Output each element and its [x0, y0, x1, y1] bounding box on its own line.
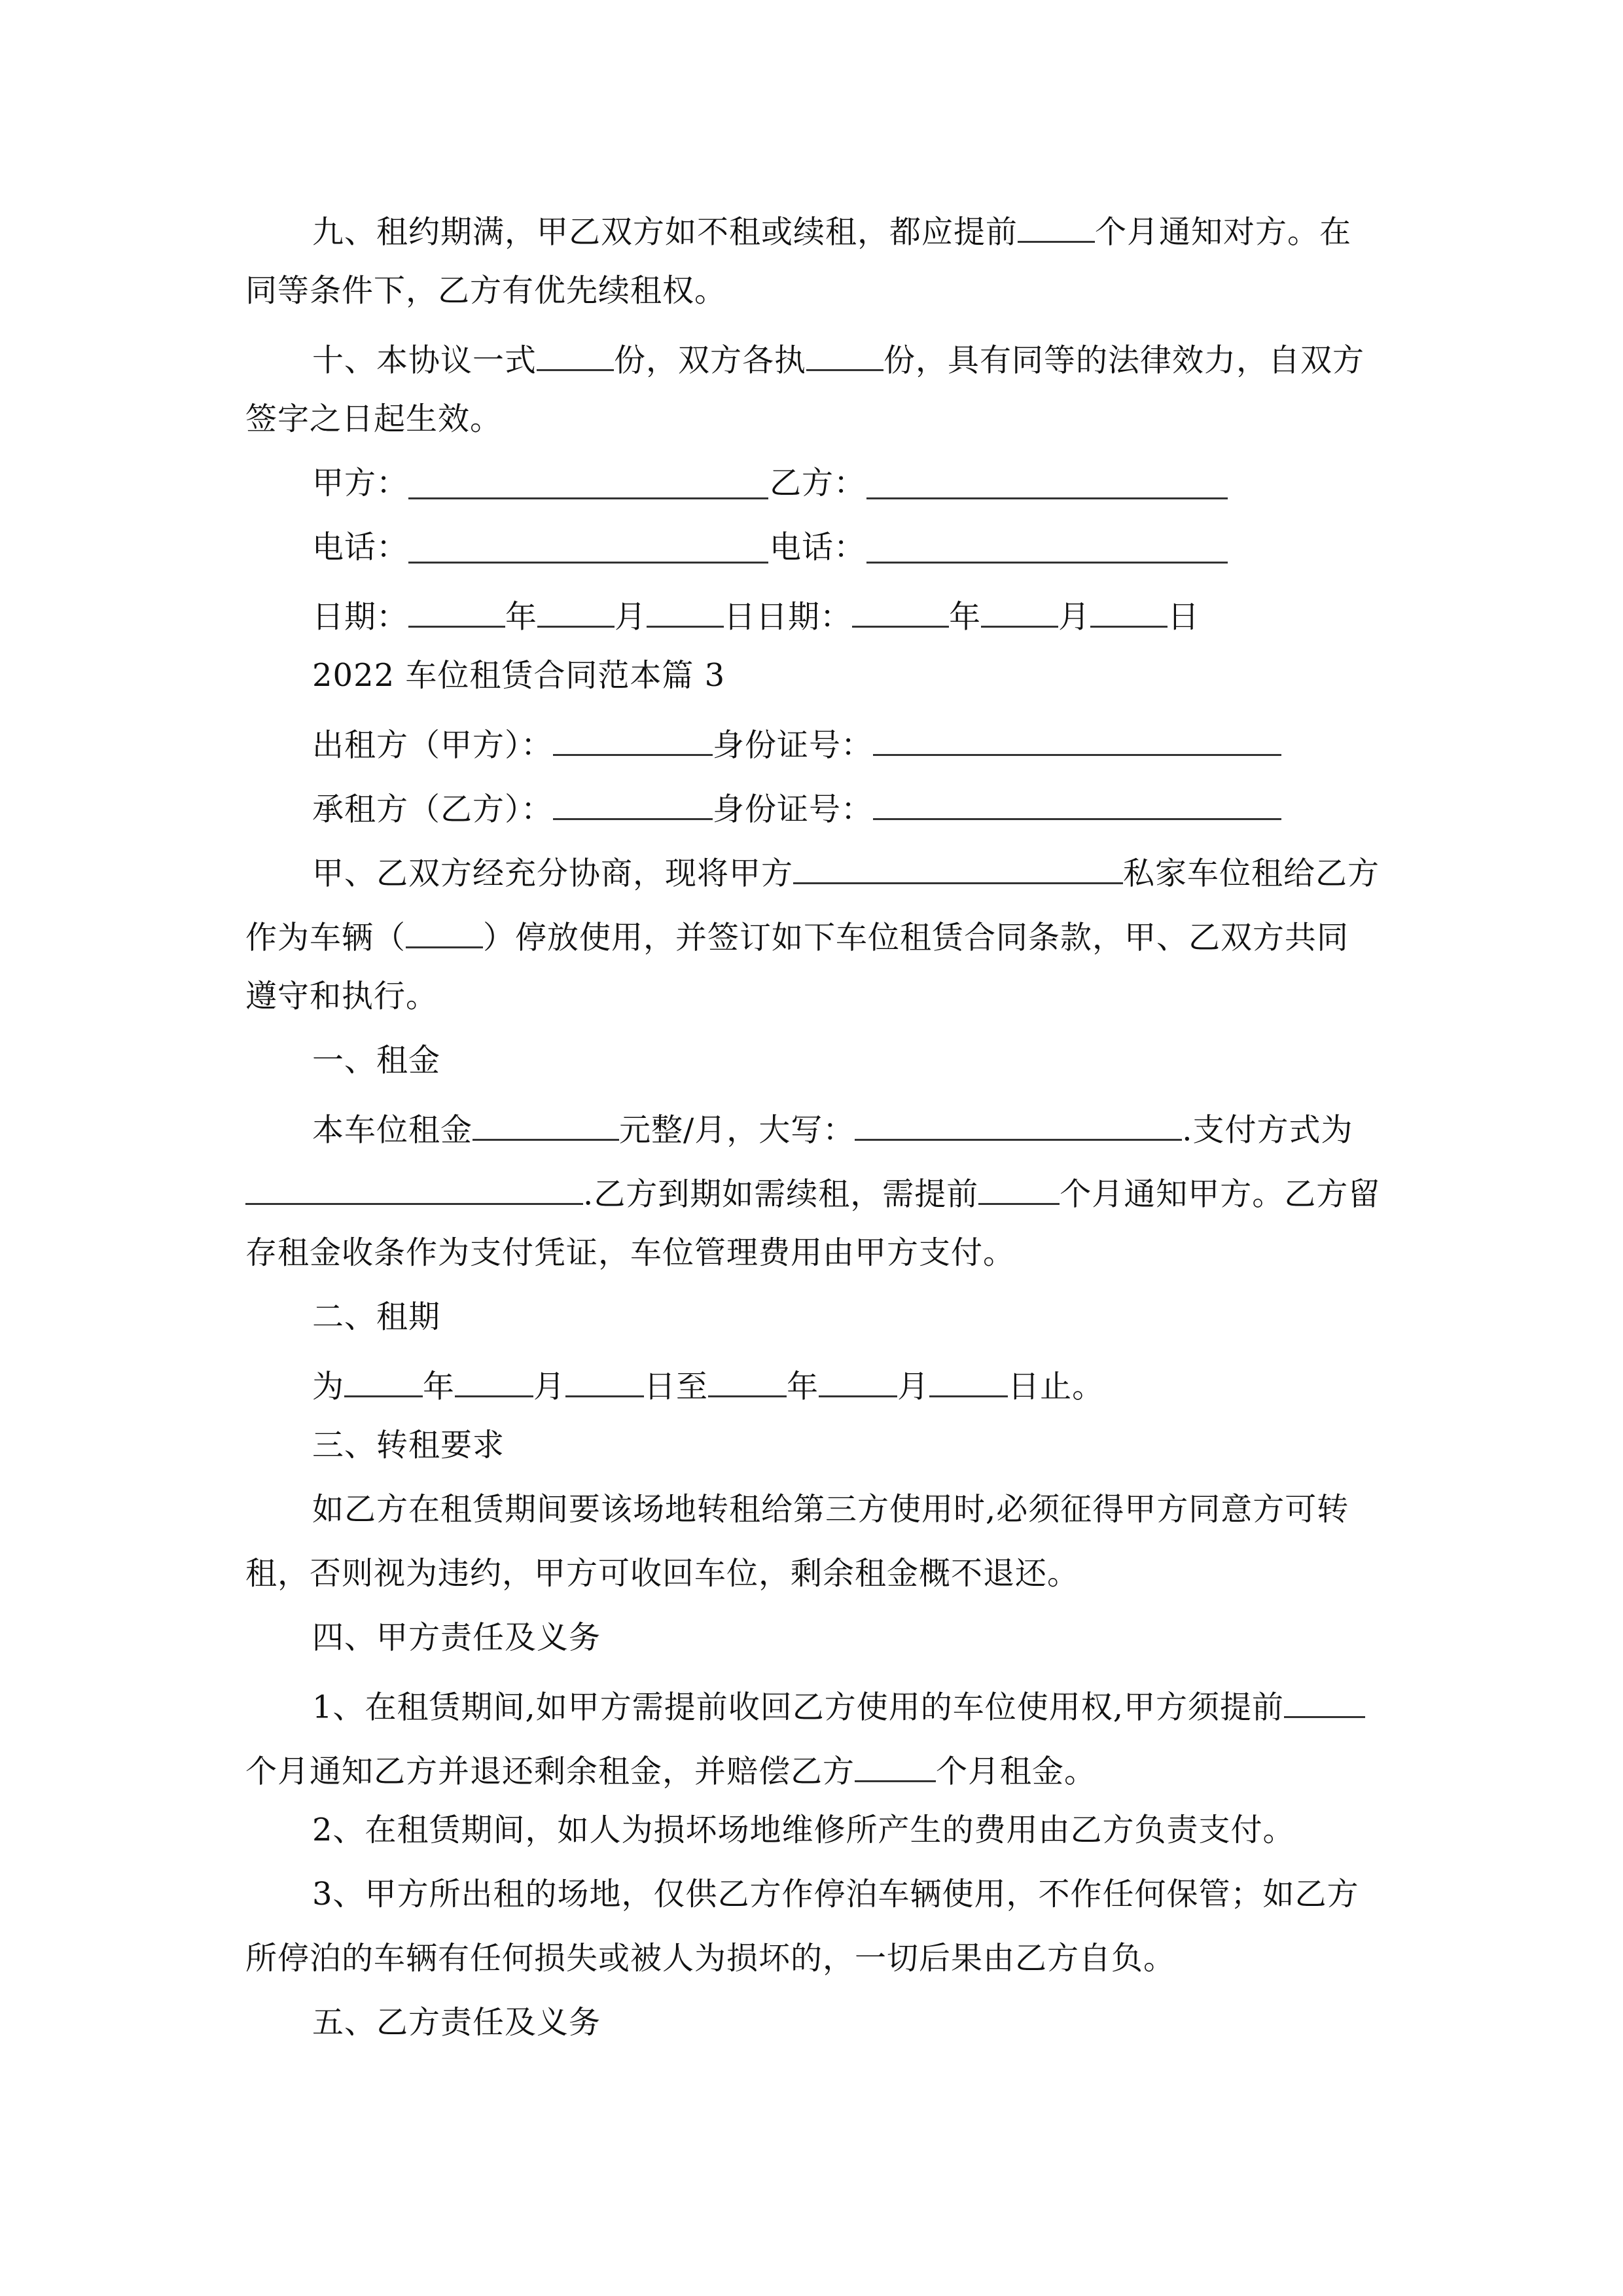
blank-field	[981, 596, 1058, 628]
section-2-title: 二、租期	[312, 1299, 441, 1335]
blank-field	[537, 339, 614, 371]
clause-10-line-1: 十、本协议一式 份，双方各执 份，具有同等的法律效力，自双方	[312, 339, 1364, 376]
party-a-blank	[408, 467, 768, 499]
blank-field	[708, 1365, 787, 1397]
s4-item3-line-1: 3、甲方所出租的场地，仅供乙方作停泊车辆使用，不作任何保管；如乙方	[312, 1876, 1359, 1912]
s4-item2: 2、在租赁期间，如人为损坏场地维修所产生的费用由乙方负责支付。	[312, 1812, 1295, 1848]
signature-date-row: 日期： 年 月 日日期： 年 月 日	[312, 596, 1200, 633]
signature-party-b: 乙方：	[770, 465, 866, 501]
lessee-line: 承租方（乙方）： 身份证号：	[312, 788, 1281, 825]
signature-phone-a: 电话：	[312, 529, 409, 565]
blank-field	[793, 852, 1123, 884]
blank-field	[819, 1365, 897, 1397]
signature-phone-b: 电话：	[770, 529, 866, 565]
blank-field	[978, 1173, 1060, 1205]
blank-field	[537, 596, 615, 628]
blank-field	[455, 1365, 533, 1397]
term-line: 为 年 月 日至 年 月 日止。	[312, 1365, 1104, 1403]
intro-line-3: 遵守和执行。	[245, 978, 438, 1014]
blank-field	[553, 724, 713, 756]
section-heading: 2022 车位租赁合同范本篇 3	[312, 657, 726, 694]
blank-field	[473, 1109, 619, 1141]
section-4-title: 四、甲方责任及义务	[312, 1619, 601, 1656]
rent-line-3: 存租金收条作为支付凭证，车位管理费用由甲方支付。	[245, 1234, 1016, 1271]
rent-line-1: 本车位租金 元整/月，大写： .支付方式为	[312, 1109, 1353, 1146]
section-5-title: 五、乙方责任及义务	[312, 2004, 601, 2041]
blank-field	[408, 596, 505, 628]
phone-b-blank	[866, 531, 1228, 564]
clause-9-line-2: 同等条件下，乙方有优先续租权。	[245, 272, 727, 309]
blank-field	[647, 596, 724, 628]
clause-10-line-2: 签字之日起生效。	[245, 401, 503, 437]
s4-item1-line-2: 个月通知乙方并退还剩余租金，并赔偿乙方 个月租金。	[245, 1750, 1096, 1787]
intro-line-2: 作为车辆（ ）停放使用，并签订如下车位租赁合同条款，甲、乙双方共同	[245, 916, 1349, 954]
signature-party-a: 甲方：	[312, 465, 409, 501]
blank-field	[1018, 211, 1095, 243]
s4-item3-line-2: 所停泊的车辆有任何损失或被人为损坏的，一切后果由乙方自负。	[245, 1940, 1176, 1977]
lessor-line: 出租方（甲方）： 身份证号：	[312, 724, 1281, 761]
intro-line-1: 甲、乙双方经充分协商，现将甲方 私家车位租给乙方	[312, 852, 1380, 889]
blank-field	[565, 1365, 644, 1397]
sublet-line-1: 如乙方在租赁期间要该场地转租给第三方使用时,必须征得甲方同意方可转	[312, 1491, 1349, 1528]
blank-field	[406, 916, 483, 948]
blank-field	[344, 1365, 423, 1397]
party-b-blank	[866, 467, 1228, 499]
blank-field	[873, 724, 1281, 756]
blank-field	[553, 788, 713, 820]
blank-field	[855, 1750, 936, 1782]
section-1-title: 一、租金	[312, 1042, 441, 1079]
blank-field	[852, 596, 949, 628]
rent-line-2: .乙方到期如需续租，需提前 个月通知甲方。乙方留	[245, 1173, 1380, 1210]
blank-field	[1090, 596, 1168, 628]
blank-field	[929, 1365, 1008, 1397]
sublet-line-2: 租，否则视为违约，甲方可收回车位，剩余租金概不退还。	[245, 1555, 1080, 1592]
section-3-title: 三、转租要求	[312, 1427, 505, 1463]
blank-field	[855, 1109, 1182, 1141]
s4-item1-line-1: 1、在租赁期间,如甲方需提前收回乙方使用的车位使用权,甲方须提前	[312, 1686, 1365, 1723]
blank-field	[873, 788, 1281, 820]
blank-field	[245, 1173, 583, 1205]
clause-9-line-1: 九、租约期满，甲乙双方如不租或续租，都应提前 个月通知对方。在	[312, 211, 1351, 248]
phone-a-blank	[408, 531, 768, 564]
blank-field	[806, 339, 883, 371]
blank-field	[1284, 1686, 1365, 1718]
